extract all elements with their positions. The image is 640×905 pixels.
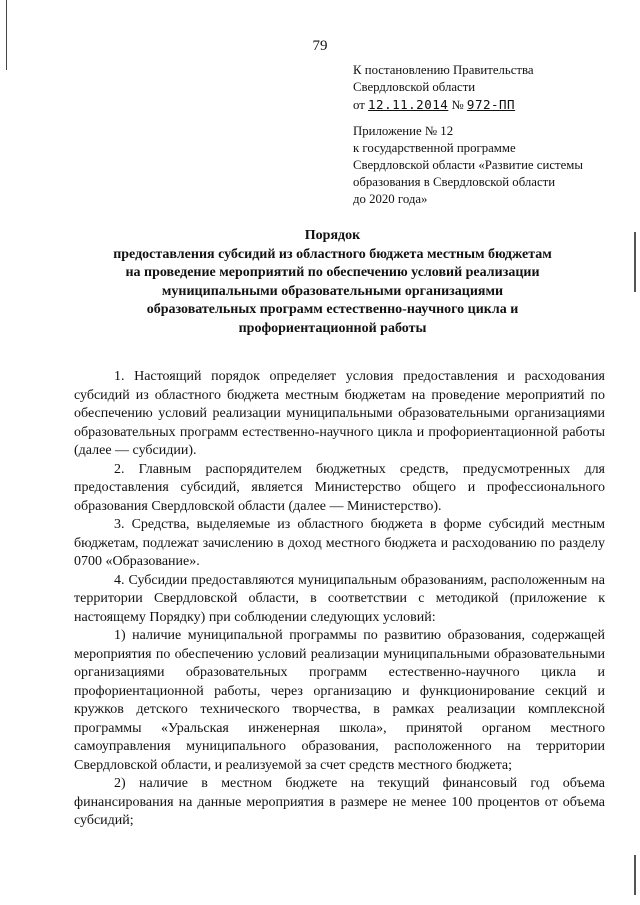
appendix-reference	[353, 123, 623, 208]
decree-date-line	[353, 96, 623, 114]
title-heading: Порядок	[304, 228, 361, 243]
appendix-line: Приложение № 12	[353, 124, 454, 138]
paragraph-4: 4. Субсидии предоставляются муниципальным образованиям, расположенным на территории Свердловской области, в соответствии с методикой (приложение к настоящему Порядку) при соблюдении следующих условий:	[74, 572, 605, 625]
decree-number: 972-ПП	[466, 97, 516, 112]
appendix-line: Свердловской области «Развитие системы	[353, 158, 583, 172]
decree-line: К постановлению Правительства	[353, 63, 534, 77]
appendix-line: до 2020 года»	[353, 192, 428, 206]
decree-reference	[353, 62, 623, 114]
scan-edge-right-bottom	[634, 855, 636, 895]
paragraph-1: 1. Настоящий порядок определяет условия предоставления и расходования субсидий из областного бюджета местным бюджетам на проведение мероприятий по обеспечению условий реализации муниципальными образовательными организациями образовательных программ естественно-научного цикла и профориентационной работы (далее — субсидии).	[74, 369, 605, 458]
title-line: образовательных программ естественно-научного цикла и	[146, 302, 519, 317]
number-prefix: №	[451, 98, 464, 112]
scan-edge-right	[634, 232, 636, 292]
title-line: профориентационной работы	[238, 320, 427, 336]
appendix-line: к государственной программе	[353, 141, 516, 155]
document-title	[80, 227, 585, 338]
paragraph-2: 2. Главным распорядителем бюджетных средств, предусмотренных для предоставления субсидий, является Министерство общего и профессионального образования Свердловской области (далее — Министерство).	[74, 461, 605, 514]
scan-edge-left	[6, 0, 7, 70]
paragraph-3: 3. Средства, выделяемые из областного бюджета в форме субсидий местным бюджетам, подлежат зачислению в доход местного бюджета и расходованию по разделу 0700 «Образование».	[74, 517, 605, 569]
page-number: 79	[312, 38, 328, 54]
title-line: муниципальными образовательными организациями	[161, 283, 504, 299]
title-line: предоставления субсидий из областного бюджета местным бюджетам	[113, 246, 552, 262]
decree-date: 12.11.2014	[368, 97, 449, 112]
title-line: на проведение мероприятий по обеспечению условий реализации	[125, 265, 540, 280]
decree-line: Свердловской области	[353, 80, 476, 94]
subitem-2: 2) наличие в местном бюджете на текущий финансовый год объема финансирования на данные мероприятия в размере не менее 100 процентов от объема субсидий;	[74, 776, 605, 828]
document-body	[74, 368, 605, 831]
appendix-line: образования в Свердловской области	[353, 175, 556, 189]
date-prefix: от	[353, 98, 365, 112]
subitem-1: 1) наличие муниципальной программы по развитию образования, содержащей мероприятия по обеспечению условий реализации муниципальными образовательными организациями образовательных программ естественно-научного цикла и профориентационной работы, через организацию и функционирование секций и кружков детского технического творчества, в рамках реализации комплексной программы «Уральская инженерная школа», принятой органом местного самоуправления муниципального образования, расположенного на территории Свердловской области, и реализуемой за счет средств местного бюджета;	[74, 628, 605, 773]
